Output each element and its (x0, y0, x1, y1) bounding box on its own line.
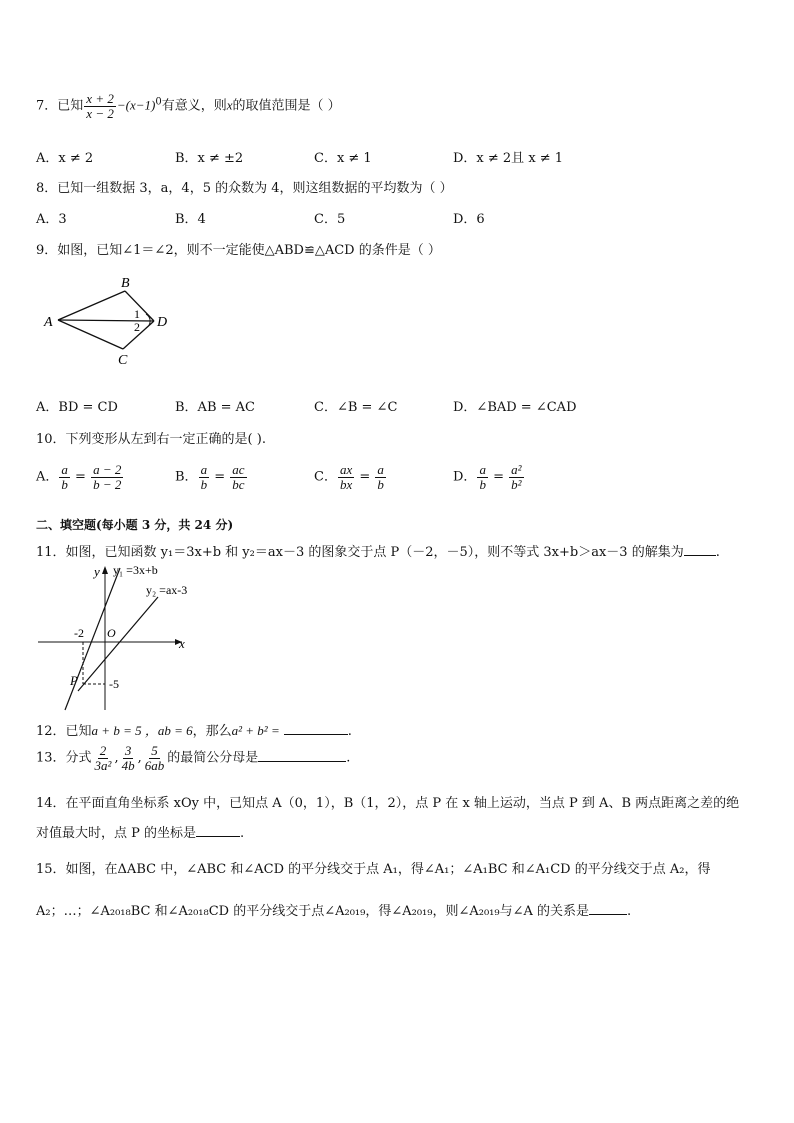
q7-lead: 已知 (57, 98, 84, 114)
q13-stem: 13．分式 $\frac{2}{\text{3a²}}$ , $\frac{3}{4b}$ , $\frac{5}{6ab}$ 的最简公分母是 . (36, 743, 351, 773)
q7-option-c[interactable]: C．x ≠ 1 (314, 151, 372, 166)
q7-option-d[interactable]: D．x ≠ 2且 x ≠ 1 (453, 151, 564, 166)
q13-frac-2: $\frac{3}{4b}$ (121, 743, 135, 773)
q11-figure (36, 560, 206, 712)
q8-option-a[interactable]: A．3 (36, 212, 67, 227)
q11-label-x: x (179, 636, 185, 651)
q11-label-ytick: -5 (109, 677, 119, 691)
q8-option-b[interactable]: B．4 (175, 212, 206, 227)
q9-option-a[interactable]: A．BD = CD (36, 400, 118, 415)
q7-var: x (226, 97, 233, 113)
q11-label-xtick: -2 (74, 626, 84, 640)
q9-option-d[interactable]: D．∠BAD = ∠CAD (453, 400, 577, 415)
q8-stem: 8．已知一组数据 3，a，4，5 的众数为 4，则这组数据的平均数为（ ） (36, 181, 453, 196)
q11-answer-blank[interactable] (684, 541, 716, 556)
q7-tail: 的取值范围是（ ） (232, 98, 341, 114)
q7-exponent: 0 (155, 96, 162, 108)
q9-figure (36, 270, 176, 370)
q9-label-d: D (157, 315, 168, 330)
q10-option-a[interactable]: A． $\frac{a}{b}$ = $\frac{a - 2}{b - 2}$ (36, 462, 122, 492)
q7-stem (36, 92, 341, 120)
q7-frac-num: x + 2 (86, 91, 114, 106)
q7-minus-term: −(x−1) (116, 97, 156, 113)
q7-frac-den: x − 2 (86, 105, 114, 121)
q10-option-d[interactable]: D． $\frac{a}{b}$ = $\frac{\text{a²}}{\text{b²}}$ (453, 462, 522, 492)
q7-fraction (84, 92, 116, 120)
q9-label-c: C (118, 353, 128, 368)
q11-label-line2: y₂ =ax-3 (146, 583, 188, 597)
q7-middle: 有意义，则 (161, 98, 227, 114)
q14-answer-blank[interactable] (196, 822, 240, 837)
q10-option-c[interactable]: C． $\frac{ax}{bx}$ = $\frac{a}{b}$ (314, 462, 384, 492)
q9-option-b[interactable]: B．AB = AC (175, 400, 255, 415)
q15-line-2: A₂；…；∠A₂₀₁₈BC 和∠A₂₀₁₈CD 的平分线交于点∠A₂₀₁₉，得∠A₂₀₁₉，则∠A₂₀₁₉与∠A 的关系是 . (36, 900, 631, 919)
q9-label-b: B (121, 276, 130, 291)
q13-frac-1: $\frac{2}{\text{3a²}}$ (94, 743, 112, 773)
q14-line-1: 14．在平面直角坐标系 xOy 中，已知点 A（0，1），B（1，2），点 P 在 x 轴上运动，当点 P 到 A、B 两点距离之差的绝 (36, 796, 740, 811)
q7-option-b[interactable]: B．x ≠ ±2 (175, 151, 244, 166)
q11-stem: 11．如图，已知函数 y₁＝3x+b 和 y₂＝ax－3 的图象交于点 P（－2，－5），则不等式 3x+b＞ax－3 的解集为 . (36, 541, 720, 560)
q11-label-line1: y₁ =3x+b (113, 563, 158, 577)
q8-option-d[interactable]: D．6 (453, 212, 485, 227)
q8-option-c[interactable]: C．5 (314, 212, 346, 227)
q7-option-a[interactable]: A．x ≠ 2 (36, 151, 94, 166)
q9-label-1: 1 (134, 307, 140, 321)
q11-label-y: y (94, 564, 100, 579)
q14-line-2: 对值最大时，点 P 的坐标是 . (36, 822, 244, 841)
q9-option-c[interactable]: C．∠B = ∠C (314, 400, 398, 415)
q12-answer-blank[interactable] (284, 720, 348, 735)
q11-label-origin: O (107, 626, 116, 640)
q12-stem: 12．已知a + b = 5 ，ab = 6，那么a² + b² = . (36, 720, 352, 739)
q10-option-b[interactable]: B． $\frac{a}{b}$ = $\frac{ac}{bc}$ (175, 462, 245, 492)
q13-frac-3: $\frac{5}{6ab}$ (144, 743, 165, 773)
q13-answer-blank[interactable] (258, 747, 346, 762)
q10-stem: 10．下列变形从左到右一定正确的是( ). (36, 432, 266, 447)
q15-answer-blank[interactable] (589, 900, 627, 915)
q15-line-1: 15．如图，在ΔABC 中，∠ABC 和∠ACD 的平分线交于点 A₁，得∠A₁；∠A₁BC 和∠A₁CD 的平分线交于点 A₂，得 (36, 862, 711, 877)
q9-stem: 9．如图，已知∠1＝∠2，则不一定能使△ABD≌△ACD 的条件是（ ） (36, 243, 441, 258)
q9-label-a: A (44, 315, 53, 330)
q11-label-p: P (70, 673, 78, 688)
q7-number: 7． (36, 98, 58, 114)
section-2-title: 二、填空题(每小题 3 分，共 24 分) (36, 518, 234, 532)
q9-label-2: 2 (134, 320, 140, 334)
